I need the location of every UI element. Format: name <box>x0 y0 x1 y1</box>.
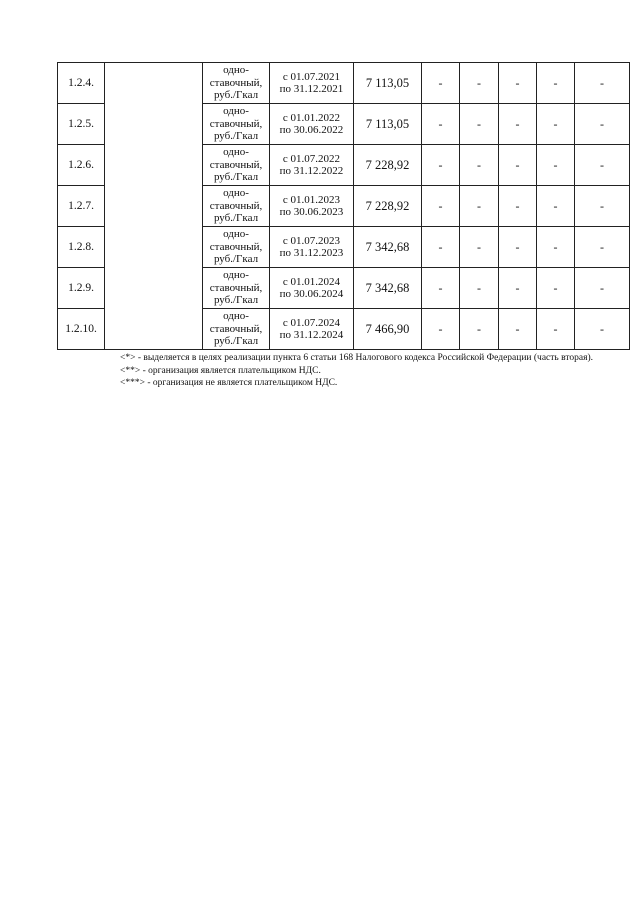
empty-value-cell: - <box>422 63 460 104</box>
tariff-value-cell: 7 342,68 <box>354 268 422 309</box>
footnote-vat-payer: <**> - организация является плательщиком НДС. <box>120 365 321 376</box>
empty-value-cell: - <box>422 186 460 227</box>
tariff-unit-cell-text: одно- ставочный, руб./Гкал <box>209 187 263 225</box>
row-number-cell: 1.2.6. <box>58 145 105 186</box>
tariff-value-cell: 7 228,92 <box>354 145 422 186</box>
row-number-cell: 1.2.7. <box>58 186 105 227</box>
tariff-value-cell: 7 113,05 <box>354 104 422 145</box>
empty-value-cell: - <box>460 186 499 227</box>
empty-value-cell: - <box>499 227 537 268</box>
tariff-value-cell: 7 228,92 <box>354 186 422 227</box>
tariff-unit-cell-text: одно- ставочный, руб./Гкал <box>209 64 263 102</box>
tariff-unit-cell <box>203 104 270 145</box>
tariff-value-cell: 7 342,68 <box>354 227 422 268</box>
period-cell <box>270 145 354 186</box>
empty-value-cell: - <box>575 145 630 186</box>
empty-value-cell: - <box>575 186 630 227</box>
empty-value-cell: - <box>499 309 537 350</box>
empty-value-cell: - <box>537 145 575 186</box>
footnote-vat-nonpayer: <***> - организация не является плательщиком НДС. <box>120 378 338 388</box>
empty-value-cell: - <box>460 309 499 350</box>
table-body <box>58 63 630 350</box>
empty-value-cell: - <box>537 104 575 145</box>
empty-value-cell: - <box>422 104 460 145</box>
tariff-table <box>57 62 630 350</box>
period-cell <box>270 104 354 145</box>
footnotes <box>80 352 620 390</box>
tariff-unit-cell-text: одно- ставочный, руб./Гкал <box>209 146 263 184</box>
empty-value-cell: - <box>499 268 537 309</box>
period-cell-text: с 01.01.2023 по 30.06.2023 <box>279 193 344 218</box>
row-number-cell: 1.2.9. <box>58 268 105 309</box>
empty-value-cell: - <box>575 268 630 309</box>
empty-value-cell: - <box>537 186 575 227</box>
tariff-unit-cell <box>203 63 270 104</box>
tariff-value-cell: 7 466,90 <box>354 309 422 350</box>
empty-value-cell: - <box>499 63 537 104</box>
period-cell <box>270 186 354 227</box>
empty-value-cell: - <box>575 63 630 104</box>
period-cell-text: с 01.07.2024 по 31.12.2024 <box>279 316 344 341</box>
period-cell <box>270 309 354 350</box>
period-cell <box>270 227 354 268</box>
period-cell-text: с 01.01.2022 по 30.06.2022 <box>279 111 344 136</box>
period-cell-text: с 01.01.2024 по 30.06.2024 <box>279 275 344 300</box>
period-cell <box>270 268 354 309</box>
tariff-unit-cell <box>203 309 270 350</box>
tariff-unit-cell-text: одно- ставочный, руб./Гкал <box>209 228 263 266</box>
empty-value-cell: - <box>422 309 460 350</box>
empty-value-cell: - <box>575 309 630 350</box>
tariff-unit-cell-text: одно- ставочный, руб./Гкал <box>209 269 263 307</box>
tariff-unit-cell <box>203 227 270 268</box>
empty-value-cell: - <box>537 227 575 268</box>
empty-value-cell: - <box>460 227 499 268</box>
empty-value-cell: - <box>575 227 630 268</box>
period-cell <box>270 63 354 104</box>
empty-value-cell: - <box>460 145 499 186</box>
row-number-cell: 1.2.8. <box>58 227 105 268</box>
empty-value-cell: - <box>499 186 537 227</box>
tariff-unit-cell <box>203 268 270 309</box>
empty-value-cell: - <box>537 63 575 104</box>
empty-value-cell: - <box>499 145 537 186</box>
merged-empty-cell <box>105 63 203 350</box>
footnote-vat-note: <*> - выделяется в целях реализации пункта 6 статьи 168 Налогового кодекса Российской Федерации (часть вторая). <box>120 353 594 363</box>
row-number-cell: 1.2.10. <box>58 309 105 350</box>
period-cell-text: с 01.07.2022 по 31.12.2022 <box>279 152 344 177</box>
empty-value-cell: - <box>460 63 499 104</box>
tariff-value-cell: 7 113,05 <box>354 63 422 104</box>
row-number-cell: 1.2.5. <box>58 104 105 145</box>
empty-value-cell: - <box>460 104 499 145</box>
table-row <box>58 63 630 104</box>
empty-value-cell: - <box>537 268 575 309</box>
empty-value-cell: - <box>422 227 460 268</box>
empty-value-cell: - <box>422 268 460 309</box>
tariff-unit-cell <box>203 145 270 186</box>
tariff-unit-cell <box>203 186 270 227</box>
empty-value-cell: - <box>422 145 460 186</box>
period-cell-text: с 01.07.2021 по 31.12.2021 <box>279 70 344 95</box>
empty-value-cell: - <box>499 104 537 145</box>
period-cell-text: с 01.07.2023 по 31.12.2023 <box>279 234 344 259</box>
tariff-unit-cell-text: одно- ставочный, руб./Гкал <box>209 105 263 143</box>
row-number-cell: 1.2.4. <box>58 63 105 104</box>
empty-value-cell: - <box>575 104 630 145</box>
empty-value-cell: - <box>537 309 575 350</box>
tariff-unit-cell-text: одно- ставочный, руб./Гкал <box>209 310 263 348</box>
empty-value-cell: - <box>460 268 499 309</box>
